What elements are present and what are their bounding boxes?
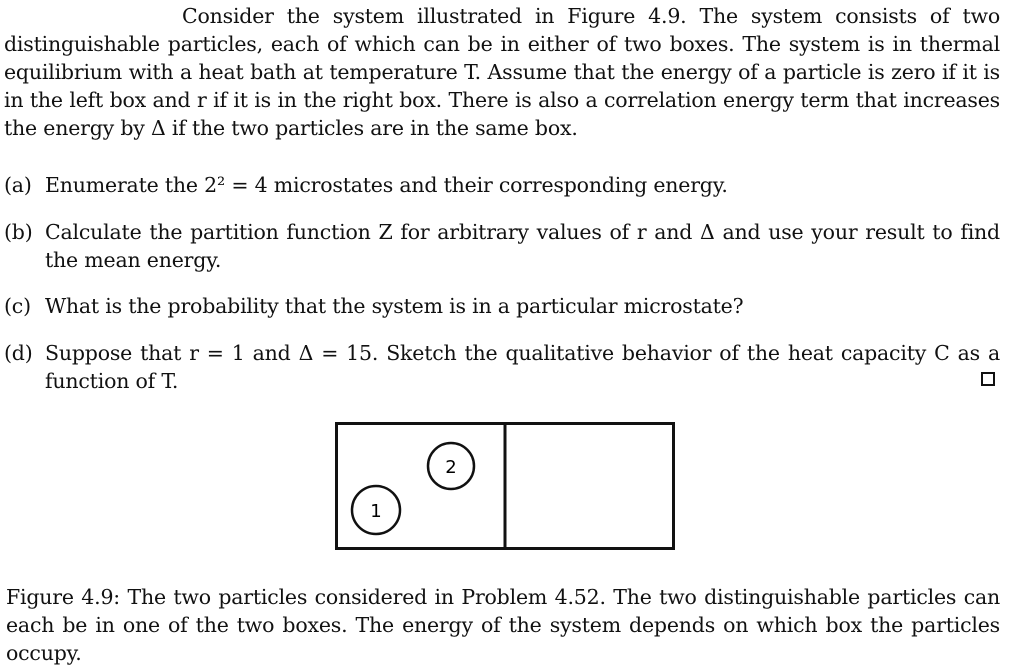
part-a-text: Enumerate the 2² = 4 microstates and their corresponding energy. [45,173,728,197]
part-c-label: (c) [4,294,31,318]
particle-2-label: 2 [445,457,457,478]
problem-intro: Consider the system illustrated in Figure 4.9. The system consists of two distinguishable particles, each of which can be in either of two boxes. The system is in thermal equilibrium with a heat bath at temperature T. Assume that the energy of a particle is zero if it is in the left box and r if it is in the right box. There is also a correlation energy term that increases the energy by Δ if the two particles are in the same box. [4,4,1000,140]
part-c-text: What is the probability that the system is in a particular microstate? [45,294,744,318]
part-a [4,171,1000,199]
part-d [4,339,1000,395]
part-d-label: (d) [4,341,33,365]
two-box-figure [335,422,675,550]
part-c [4,292,1000,320]
part-a-label: (a) [4,173,32,197]
figure-caption: Figure 4.9: The two particles considered in Problem 4.52. The two distinguishable particles can each be in one of the two boxes. The energy of the system depends on which box the particles occupy. [6,585,1000,665]
particle-2 [428,443,474,489]
particle-1-label: 1 [370,501,382,522]
part-b-text: Calculate the partition function Z for arbitrary values of r and Δ and use your result to find the mean energy. [45,220,1000,272]
end-of-problem-square-icon [981,372,995,386]
part-b [4,218,1000,274]
part-b-label: (b) [4,220,33,244]
particle-1 [352,486,400,534]
part-d-text: Suppose that r = 1 and Δ = 15. Sketch the qualitative behavior of the heat capacity C as a function of T. [45,341,1000,393]
